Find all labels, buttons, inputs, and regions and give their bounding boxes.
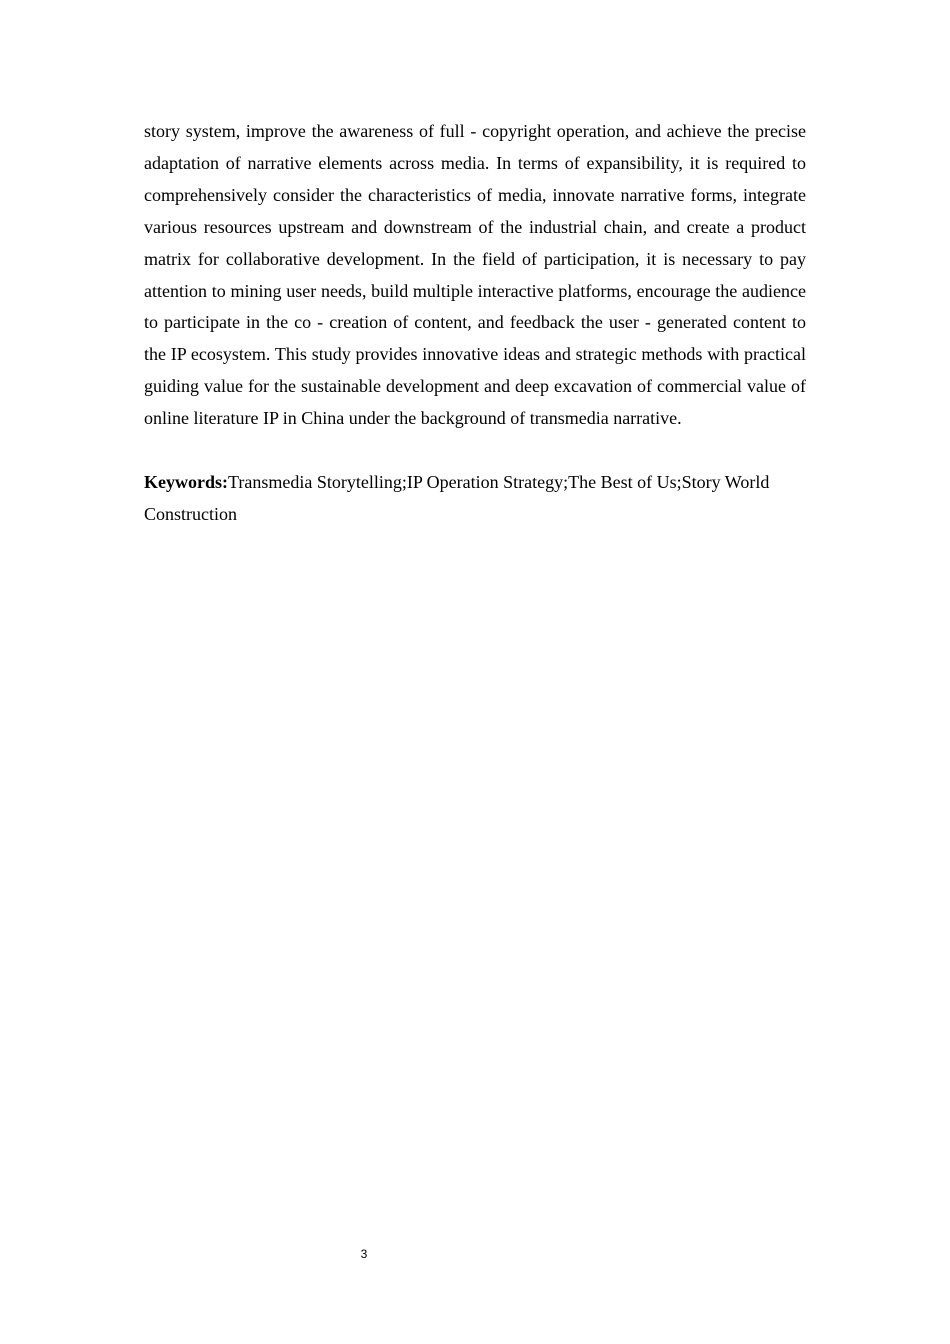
abstract-paragraph: story system, improve the awareness of full - copyright operation, and achieve the precise adaptation of narrative elements across media. In terms of expansibility, it is required to comprehensively consider the characteristics of media, innovate narrative forms, integrate various resources upstream and downstream of the industrial chain, and create a product matrix for collaborative development. In the field of participation, it is necessary to pay attention to mining user needs, build multiple interactive platforms, encourage the audience to participate in the co - creation of content, and feedback the user - generated content to the IP ecosystem. This study provides innovative ideas and strategic methods with practical guiding value for the sustainable development and deep excavation of commercial value of online literature IP in China under the background of transmedia narrative. bbox=[144, 121, 806, 429]
keywords-text: Transmedia Storytelling;IP Operation Strategy;The Best of Us;Story World Construction bbox=[144, 472, 770, 524]
keywords-label: Keywords: bbox=[144, 472, 228, 492]
page-number: 3 bbox=[360, 1247, 368, 1261]
keywords-line bbox=[144, 467, 806, 531]
